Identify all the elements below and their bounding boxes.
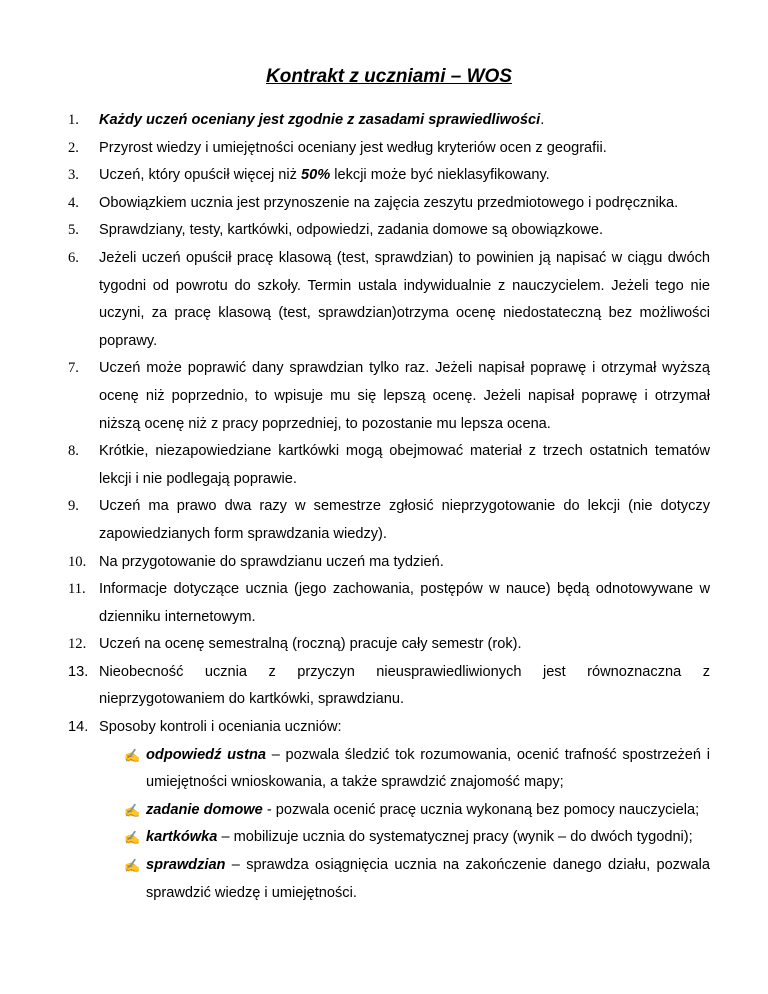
rule-text: Sposoby kontroli i oceniania uczniów: xyxy=(99,719,342,736)
rule-number: 3. xyxy=(68,167,79,184)
rule-number: 1. xyxy=(68,112,79,128)
method-description: – mobilizuje ucznia do systematycznej pracy (wynik – do dwóch tygodni); xyxy=(217,829,693,846)
rule-item xyxy=(68,355,710,438)
rule-item xyxy=(68,217,710,245)
method-term: kartkówka xyxy=(146,829,218,846)
rule-number: 12. xyxy=(68,636,87,653)
rule-number: 5. xyxy=(68,222,79,239)
method-description: – sprawdza osiągnięcia ucznia na zakończenie danego działu, pozwala sprawdzić wiedzę i umiejętności. xyxy=(146,857,710,901)
rule-number: 2. xyxy=(68,139,79,156)
writing-hand-icon: ✍ xyxy=(124,858,141,874)
rule-text: Uczeń, który opuścił więcej niż xyxy=(99,167,301,184)
rule-number: 8. xyxy=(68,443,79,460)
rule-number: 7. xyxy=(68,360,79,377)
method-term: odpowiedź ustna xyxy=(146,746,267,763)
assessment-methods-list xyxy=(99,742,710,908)
rule-text: Obowiązkiem ucznia jest przynoszenie na zajęcia zeszytu przedmiotowego i podręcznika. xyxy=(99,194,679,211)
rule-number: 4. xyxy=(68,194,79,211)
rule-item xyxy=(68,438,710,493)
rule-text: Krótkie, niezapowiedziane kartkówki mogą obejmować materiał z trzech ostatnich tematów lekcji i nie podlegają poprawie. xyxy=(99,443,710,487)
method-description: – pozwala śledzić tok rozumowania, ocenić trafność spostrzeżeń i umiejętności wnioskowania, a także sprawdzić znajomość mapy; xyxy=(146,746,710,791)
rule-text: . xyxy=(540,112,545,128)
rule-text: Nieobecność ucznia z przyczyn nieusprawiedliwionych jest równoznaczna z nieprzygotowaniem do kartkówki, sprawdzianu. xyxy=(99,663,710,708)
method-item xyxy=(124,797,710,825)
method-term: sprawdzian xyxy=(146,857,226,874)
rule-number: 6. xyxy=(68,249,79,266)
method-description: - pozwala ocenić pracę ucznia wykonaną bez pomocy nauczyciela; xyxy=(262,801,700,818)
rule-number: 10. xyxy=(68,553,87,570)
writing-hand-icon: ✍ xyxy=(124,747,141,763)
rule-item xyxy=(68,245,710,355)
rule-text: Uczeń na ocenę semestralną (roczną) pracuje cały semestr (rok). xyxy=(99,636,522,653)
rule-bold-text: Każdy uczeń oceniany jest zgodnie z zasadami sprawiedliwości xyxy=(99,112,541,128)
rule-text: Sprawdziany, testy, kartkówki, odpowiedzi, zadania domowe są obowiązkowe. xyxy=(99,222,604,239)
rule-item xyxy=(68,190,710,218)
rule-text: Uczeń ma prawo dwa razy w semestrze zgłosić nieprzygotowanie do lekcji (nie dotyczy zapowiedzianych form sprawdzania wiedzy). xyxy=(99,498,710,542)
rule-number: 11. xyxy=(68,581,86,598)
rule-number: 9. xyxy=(68,498,79,515)
rules-list xyxy=(68,107,710,907)
rule-item xyxy=(68,493,710,548)
rule-item xyxy=(68,659,710,714)
rule-number: 14. xyxy=(68,719,89,736)
rule-item xyxy=(68,107,710,135)
rule-item xyxy=(68,576,710,631)
method-item xyxy=(124,824,710,852)
rule-text: Informacje dotyczące ucznia (jego zachowania, postępów w nauce) będą odnotowywane w dzienniku internetowym. xyxy=(99,581,710,625)
rule-number: 13. xyxy=(68,663,89,680)
rule-item xyxy=(68,162,710,190)
rule-text: Na przygotowanie do sprawdzianu uczeń ma tydzień. xyxy=(99,553,444,570)
method-term: zadanie domowe xyxy=(146,801,263,818)
rule-bold-text: 50% xyxy=(300,167,331,184)
writing-hand-icon: ✍ xyxy=(124,830,141,846)
method-item xyxy=(124,742,710,797)
rule-text: Jeżeli uczeń opuścił pracę klasową (test, sprawdzian) to powinien ją napisać w ciągu dwóch tygodni od powrotu do szkoły. Termin ustala indywidualnie z nauczycielem. Jeżeli tego nie uczyni, za pracę klasową (test, sprawdzian)otrzyma ocenę niedostateczną bez możliwości poprawy. xyxy=(99,249,710,349)
method-item xyxy=(124,852,710,907)
document-title: Kontrakt z uczniami – WOS xyxy=(266,66,512,87)
rule-item xyxy=(68,631,710,659)
rule-item xyxy=(68,135,710,163)
writing-hand-icon: ✍ xyxy=(124,802,141,818)
rule-item xyxy=(68,549,710,577)
rule-text: Uczeń może poprawić dany sprawdzian tylko raz. Jeżeli napisał poprawę i otrzymał wyższą ocenę niż poprzednio, to wpisuje mu się lepszą ocenę. Jeżeli napisał poprawę i otrzymał niższą ocenę niż z pracy poprzedniej, to pozostanie mu lepsza ocena. xyxy=(99,360,710,432)
rule-text: Przyrost wiedzy i umiejętności oceniany jest według kryteriów ocen z geografii. xyxy=(99,139,607,156)
rule-text: lekcji może być nieklasyfikowany. xyxy=(330,167,550,184)
rule-item xyxy=(68,714,710,907)
